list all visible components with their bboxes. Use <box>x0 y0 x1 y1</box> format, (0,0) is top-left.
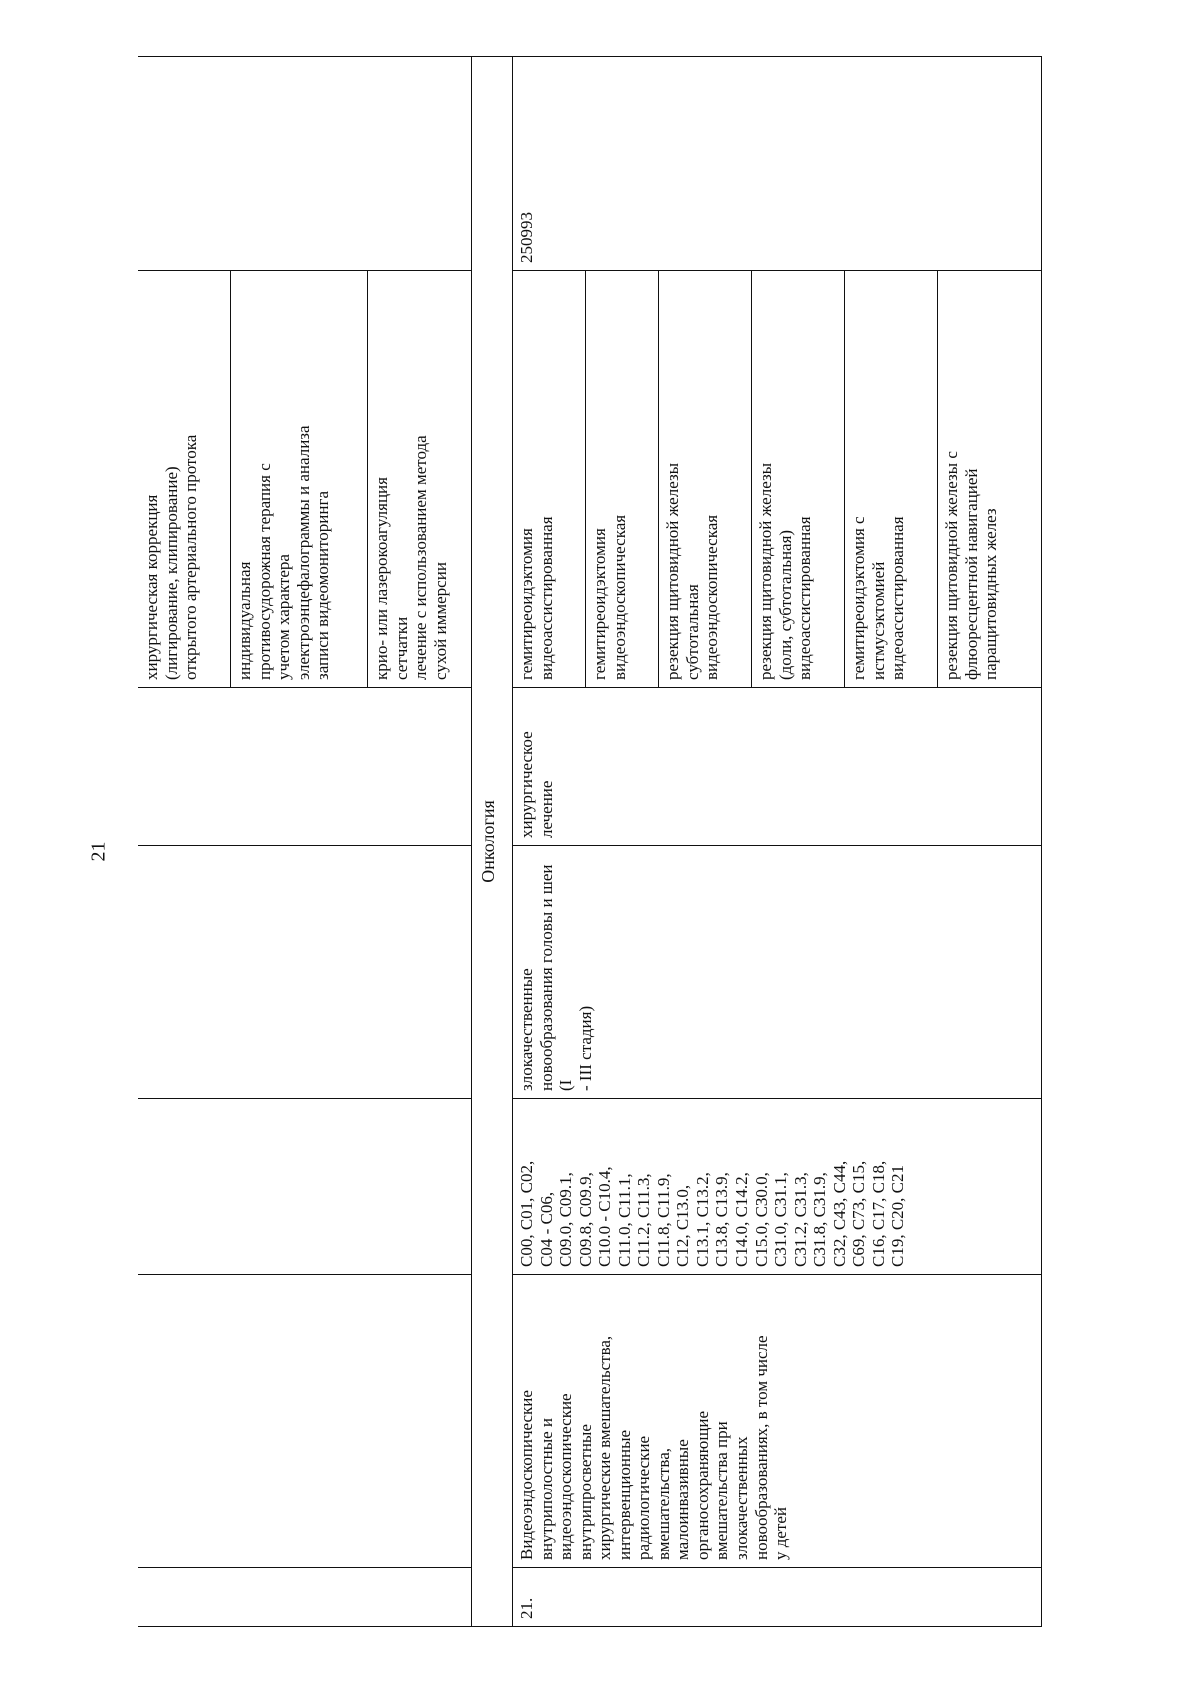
row-treatment-type: хирургическое лечение <box>513 688 1042 846</box>
method-item: резекция щитовидной железы субтотальная видеоэндоскопическая <box>658 271 751 687</box>
method-item: гемитиреоидэктомия видеоассистированная <box>517 516 556 680</box>
method-item: индивидуальная противосудорожная терапия с учетом характера электроэнцефалограммы и анализа записи видеомониторинга <box>230 271 367 687</box>
cont-diagnosis-cell <box>138 846 472 1099</box>
section-header: Онкология <box>472 57 513 1627</box>
method-item: резекция щитовидной железы с флюоресцентной навигацией паращитовидных желез <box>937 271 1030 687</box>
row-codes: C00, C01, C02, C04 - C06, C09.0, C09.1, C09.8, C09.9, C10.0 - C10.4, C11.0, C11.1, C11.2, C11.3, C11.8, C11.9, C12, C13.0, C13.1, C13.2, C13.8, C13.9, C14.0, C14.2, C15.0, C30.0, C31.0, C31.1, C31.2, C31.3, C31.8, C31.9, C32, C43, C44, C69, C73, C15, C16, C17, C18, C19, C20, C21 <box>513 1099 1042 1275</box>
row-number: 21. <box>513 1568 1042 1627</box>
cont-cost-cell <box>138 57 472 271</box>
continuation-row <box>138 57 472 1627</box>
row-cost: 250993 <box>513 57 1042 271</box>
table-row <box>513 57 1042 1627</box>
medical-care-table <box>138 56 1042 1627</box>
row-methods <box>513 271 1042 688</box>
cont-codes-cell <box>138 1099 472 1275</box>
row-diagnosis: злокачественные новообразования головы и шеи (I - III стадия) <box>513 846 1042 1099</box>
row-name: Видеоэндоскопические внутриполостные и видеоэндоскопические внутрипросветные хирургические вмешательства, интервенционные радиологические вмешательства, малоинвазивные органосохраняющие вмешательства при злокачественных новообразованиях, в том числе у детей <box>513 1275 1042 1568</box>
cont-name-cell <box>138 1275 472 1568</box>
method-item: гемитиреоидэктомия с истмусэктомией видеоассистированная <box>844 271 937 687</box>
cont-number-cell <box>138 1568 472 1627</box>
method-item: хирургическая коррекция (лигирование, клипирование) открытого артериального протока <box>142 434 201 680</box>
method-item: резекция щитовидной железы (доли, субтотальная) видеоассистированная <box>751 271 844 687</box>
page-number: 21 <box>87 841 110 862</box>
method-item: гемитиреоидэктомия видеоэндоскопическая <box>585 271 658 687</box>
cont-methods-cell <box>138 271 472 688</box>
cont-treatment-cell <box>138 688 472 846</box>
method-item: крио- или лазерокоагуляция сетчатки лечение с использованием метода сухой иммерсии <box>367 271 470 687</box>
section-header-row <box>472 57 513 1627</box>
rotated-table-sheet <box>138 57 1093 1627</box>
